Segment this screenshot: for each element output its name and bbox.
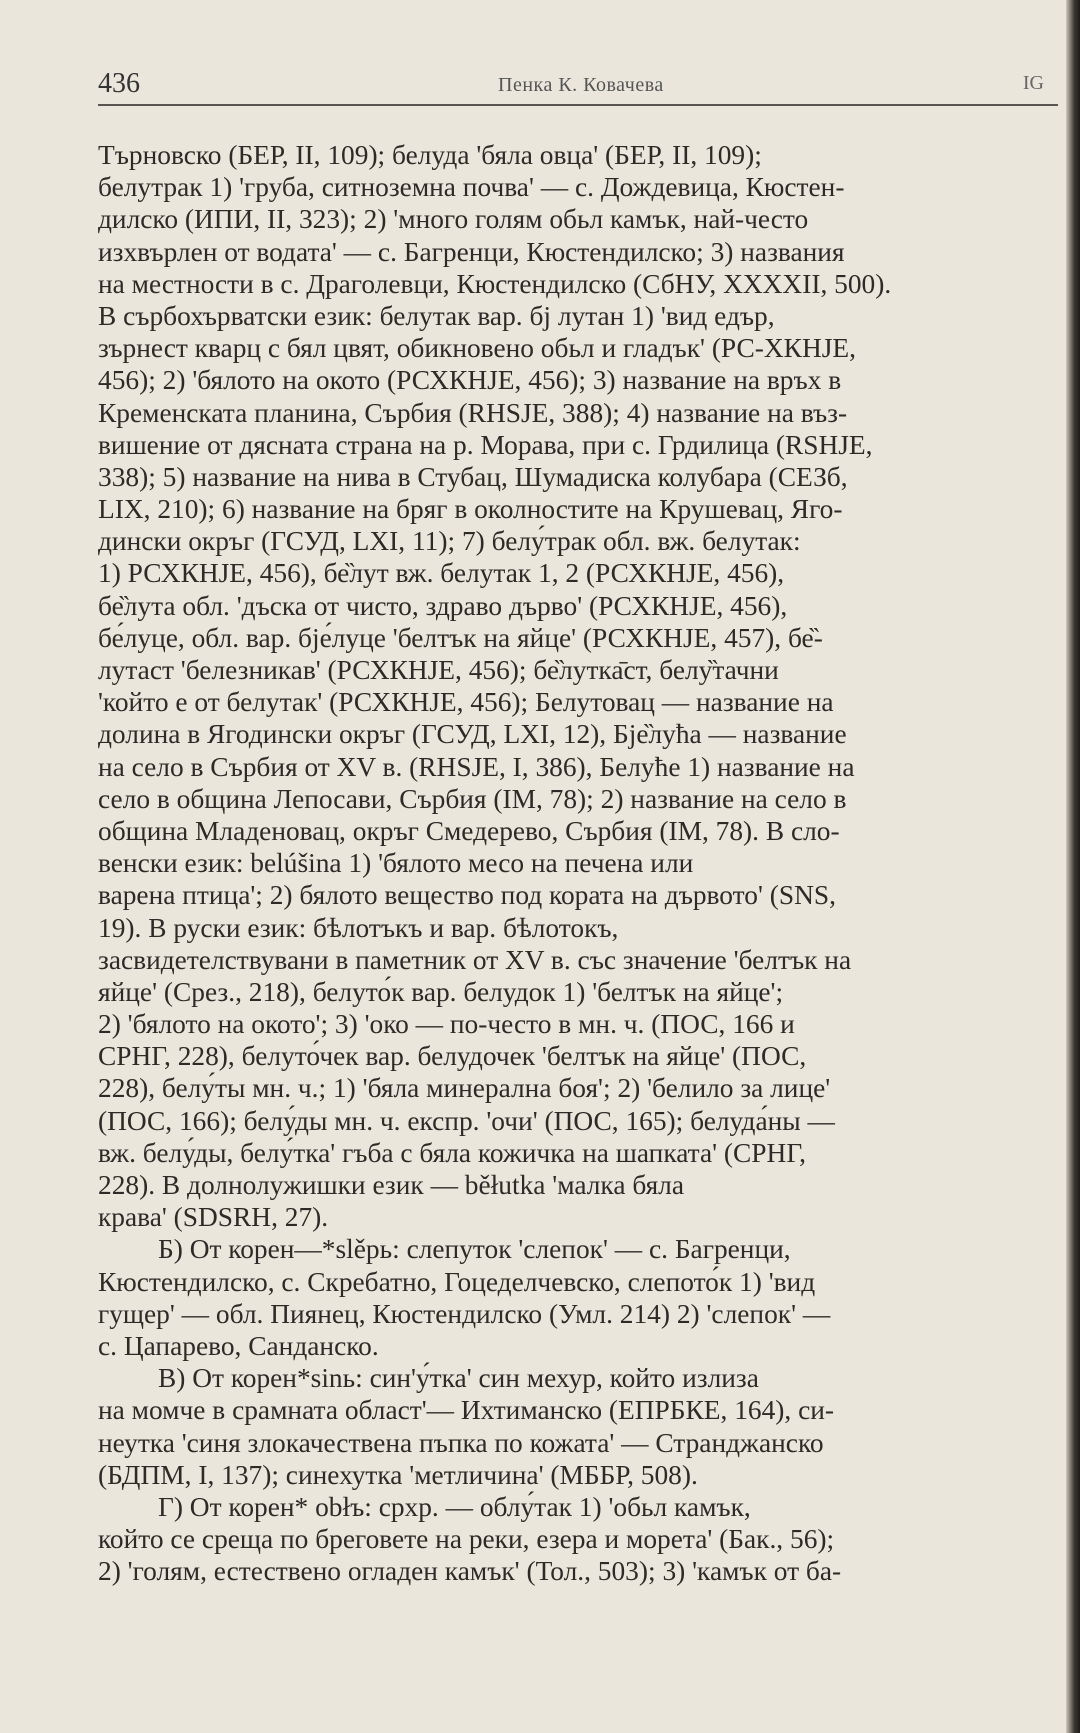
text-line: на село в Сърбия от XV в. (RHSJE, I, 386), Белуће 1) название на xyxy=(98,751,855,782)
text-line: вж. белу́ды, белу́тка' гъба с бяла кожичка на шапката' (СРНГ, xyxy=(98,1137,806,1168)
text-line: на местности в с. Драголевци, Кюстендилско (СбНУ, XXXXII, 500). xyxy=(98,268,892,299)
header-corner-mark: IG xyxy=(1022,72,1044,94)
body-text xyxy=(98,139,1053,1587)
text-line: зърнест кварц с бял цвят, обикновено обьл и гладък' (РС-ХКНЈЕ, xyxy=(98,333,856,364)
text-line: бе́луце, обл. вар. бје́луце 'белтък на яйце' (РСХКНЈЕ, 457), бе̏- xyxy=(98,622,823,653)
text-line-indented: Б) От корен—*slěpь: слепуток 'слепок' — с. Багренци, xyxy=(158,1234,791,1265)
text-line: 228), белу́ты мн. ч.; 1) 'бяла минерална боя'; 2) 'белило за лице' xyxy=(98,1073,831,1104)
text-line: 338); 5) название на нива в Стубац, Шумадиска колубара (СЕЗб, xyxy=(98,461,848,492)
text-line: лутаст 'белезникав' (РСХКНЈЕ, 456); бе̏лутка̄ст, белу̏тачни xyxy=(98,655,779,685)
header-rule xyxy=(98,104,1058,106)
text-line: В сърбохърватски език: белутак вар. бј лутан 1) 'вид едър, xyxy=(98,300,775,331)
text-line: LIX, 210); 6) название на бряг в околностите на Крушевац, Яго- xyxy=(98,494,843,525)
text-line: неутка 'синя злокачествена пъпка по кожата' — Странджанско xyxy=(98,1427,824,1458)
text-line: вишение от дясната страна на р. Морава, при с. Грдилица (RSHJE, xyxy=(98,429,873,460)
text-line-indented: Г) От корен* obłъ: срхр. — облу́так 1) 'обьл камък, xyxy=(158,1491,751,1522)
text-line: 2) 'бялото на окото'; 3) 'око — по-често в мн. ч. (ПОС, 166 и xyxy=(98,1009,795,1040)
text-line: 228). В долнолужишки език — běłutka 'малка бяла xyxy=(98,1170,684,1200)
text-line: (БДПМ, I, 137); синехутка 'метличина' (МББР, 508). xyxy=(98,1459,698,1490)
text-line: 1) РСХКНЈЕ, 456), бе̏лут вж. белутак 1, 2 (РСХКНЈЕ, 456), xyxy=(98,558,785,589)
text-line: долина в Ягодински окръг (ГСУД, LXI, 12), Бје̏лућа — название xyxy=(98,719,847,750)
text-line: изхвърлен от водата' — с. Багренци, Кюстендилско; 3) названия xyxy=(98,236,845,267)
text-line: 456); 2) 'бялото на окото (РСХКНЈЕ, 456); 3) название на връх в xyxy=(98,365,842,396)
text-line: 19). В руски език: бѣлотъкъ и вар. бѣлотокъ, xyxy=(98,912,619,943)
text-line: Търновско (БЕР, II, 109); белуда 'бяла овца' (БЕР, II, 109); xyxy=(98,140,762,170)
text-line: дински окръг (ГСУД, LXI, 11); 7) белу́трак обл. вж. белутак: xyxy=(98,526,801,557)
text-line: 'който е от белутак' (РСХКНЈЕ, 456); Белутовац — название на xyxy=(98,687,834,718)
text-line: засвидетелствувани в паметник от XV в. със значение 'белтък на xyxy=(98,944,852,975)
running-head-author: Пенка К. Ковачева xyxy=(498,74,664,96)
text-line: който се среща по бреговете на реки, езера и морета' (Бак., 56); xyxy=(98,1524,835,1555)
book-binding-edge xyxy=(1066,0,1080,1733)
text-line: Кюстендилско, с. Скребатно, Гоцеделчевско, слепото́к 1) 'вид xyxy=(98,1266,816,1297)
text-line: с. Цапарево, Санданско. xyxy=(98,1330,379,1361)
text-line-indented: В) От корен*sinь: син'у́тка' син мехур, който излиза xyxy=(158,1363,759,1394)
text-line: дилско (ИПИ, II, 323); 2) 'много голям обьл камък, най-често xyxy=(98,204,809,235)
text-line: бе̏лута обл. 'дъска от чисто, здраво дърво' (РСХКНЈЕ, 456), xyxy=(98,590,788,621)
page-number: 436 xyxy=(98,68,140,99)
text-line: варена птица'; 2) бялото вещество под кората на дървото' (SNS, xyxy=(98,880,836,911)
text-line: СРНГ, 228), белуто́чек вар. белудочек 'белтък на яйце' (ПОС, xyxy=(98,1041,807,1072)
page-header xyxy=(98,68,1058,102)
text-line: яйце' (Срез., 218), белуто́к вар. белудок 1) 'белтък на яйце'; xyxy=(98,976,784,1007)
text-line: община Младеновац, окръг Смедерево, Сърбия (IM, 78). В сло- xyxy=(98,815,840,846)
text-line: гущер' — обл. Пиянец, Кюстендилско (Умл. 214) 2) 'слепок' — xyxy=(98,1298,831,1329)
text-line: село в община Лепосави, Сърбия (IM, 78); 2) название на село в xyxy=(98,783,847,814)
text-line: Кременската планина, Сърбия (RHSJE, 388); 4) название на въз- xyxy=(98,397,848,428)
text-line: крава' (SDSRH, 27). xyxy=(98,1202,329,1233)
text-line: на момче в срамната област'— Ихтиманско (ЕПРБКЕ, 164), си- xyxy=(98,1395,835,1426)
text-line: 2) 'голям, естествено огладен камък' (Тол., 503); 3) 'камък от ба- xyxy=(98,1556,842,1587)
text-line: белутрак 1) 'груба, ситноземна почва' — с. Дождевица, Кюстен- xyxy=(98,172,845,203)
text-line: венски език: belúšina 1) 'бялото месо на печена или xyxy=(98,848,694,879)
text-line: (ПОС, 166); белу́ды мн. ч. експр. 'очи' (ПОС, 165); белуда́ны — xyxy=(98,1105,835,1136)
